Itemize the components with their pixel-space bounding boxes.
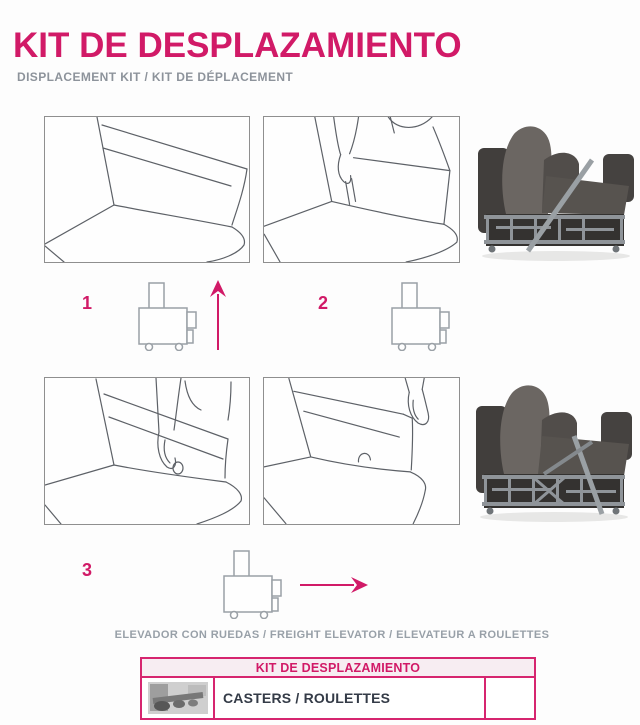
sofa-corner-drawing: [45, 117, 249, 262]
hand-lift-drawing: [264, 378, 459, 524]
step-2-number: 2: [318, 293, 329, 313]
figure-1-backrest-corner: [44, 116, 250, 263]
page-subtitle: DISPLACEMENT KIT / KIT DE DÉPLACEMENT: [17, 70, 294, 84]
sofa-mechanism-photo-2: [474, 378, 636, 523]
casters-label: CASTERS / ROULETTES: [223, 690, 391, 706]
arrow-up-icon: [207, 280, 229, 352]
freight-elevator-icon: [133, 281, 197, 351]
page-title: KIT DE DESPLAZAMIENTO: [13, 26, 462, 65]
sofa-mechanism-photo-1: [476, 118, 638, 262]
sofa-side-view-raised: [476, 118, 638, 262]
hand-strap-drawing: [264, 117, 459, 262]
kit-table: [140, 657, 536, 720]
step-3-number: 3: [82, 560, 93, 580]
table-row: [142, 678, 534, 718]
figure-2-hand-behind-backrest: [263, 116, 460, 263]
casters-photo: [142, 678, 215, 718]
figure-4-hand-lifting-backrest: [263, 377, 460, 525]
empty-cell: [484, 678, 534, 718]
kit-table-header: KIT DE DESPLAZAMIENTO: [142, 659, 534, 678]
hand-press-drawing: [45, 378, 249, 524]
sofa-side-view-extended: [474, 378, 636, 523]
casters-photo-thumbnail: [148, 682, 208, 714]
freight-elevator-icon: [386, 281, 450, 351]
caption-elevator-with-wheels: ELEVADOR CON RUEDAS / FREIGHT ELEVATOR / ELEVATEUR A ROULETTES: [114, 629, 550, 641]
figure-3-hand-pressing-seat: [44, 377, 250, 525]
arrow-right-icon: [300, 576, 368, 594]
step-1-number: 1: [82, 293, 93, 313]
freight-elevator-icon: [218, 549, 282, 619]
